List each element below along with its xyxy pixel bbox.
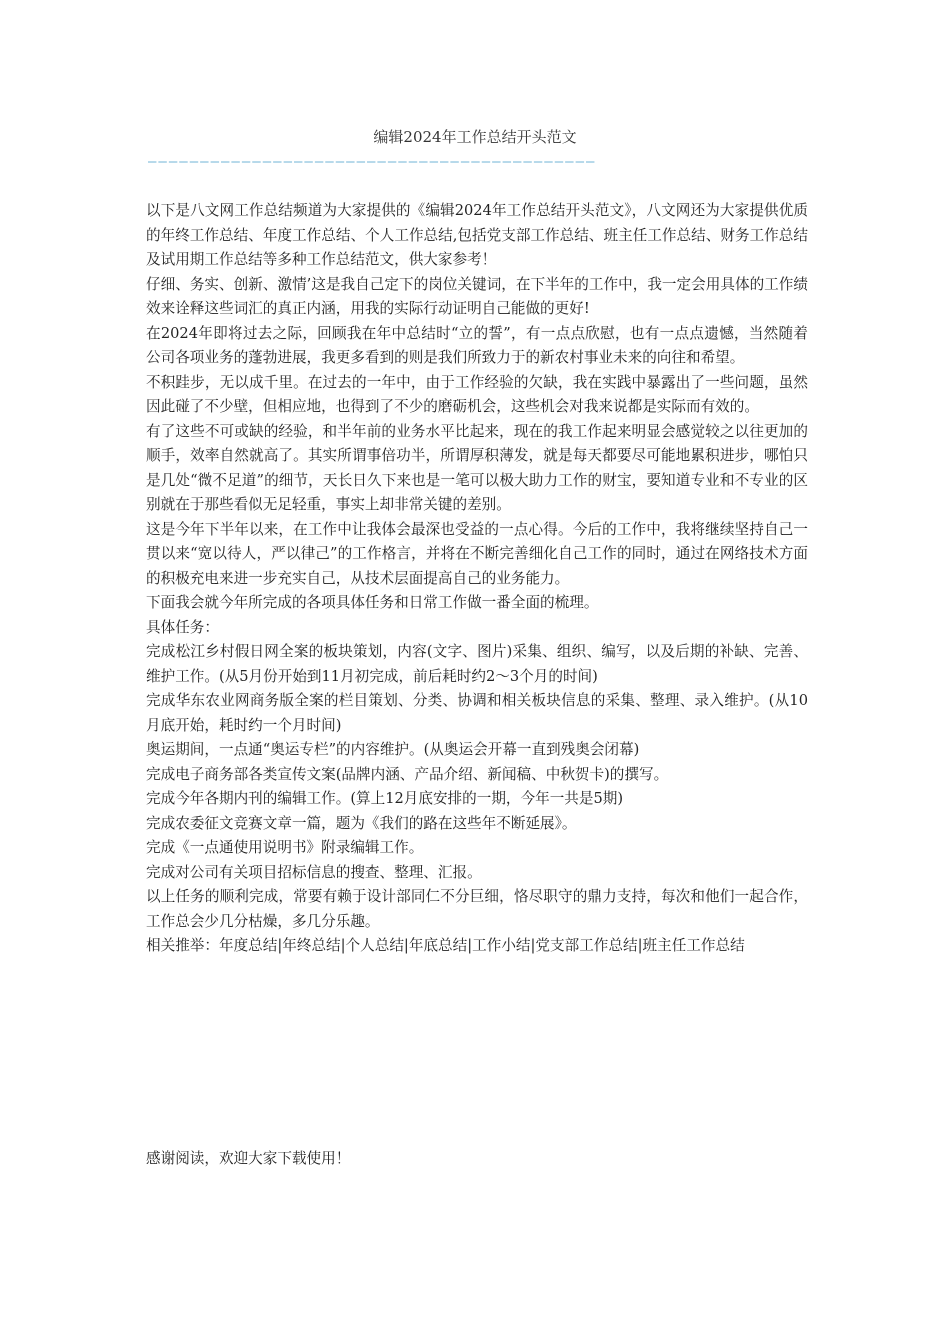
task-item: 完成华东农业网商务版全案的栏目策划、分类、协调和相关板块信息的采集、整理、录入维护。(从10月底开始，耗时约一个月时间)	[146, 692, 808, 734]
task-item: 完成松江乡村假日网全案的板块策划，内容(文字、图片)采集、组织、编写，以及后期的补缺、完善、维护工作。(从5月份开始到11月初完成，前后耗时约2～3个月的时间)	[146, 643, 808, 685]
closing-note: 感谢阅读，欢迎大家下载使用！	[146, 1150, 351, 1167]
document-body	[146, 199, 808, 959]
paragraph-thanks-team: 以上任务的顺利完成，常要有赖于设计部同仁不分巨细，恪尽职守的鼎力支持，每次和他们一起合作，工作总会少几分枯燥，多几分乐趣。	[146, 888, 808, 930]
related-links: 相关推举：年度总结|年终总结|个人总结|年底总结|工作小结|党支部工作总结|班主任工作总结	[146, 937, 745, 954]
paragraph-progress: 有了这些不可或缺的经验，和半年前的业务水平比起来，现在的我工作起来明显会感觉较之以往更加的顺手，效率自然就高了。其实所谓事倍功半，所谓厚积薄发，就是每天都要尽可能地累积进步，哪怕只是几处“微不足道”的细节，天长日久下来也是一笔可以极大助力工作的财宝，要知道专业和不专业的区别就在于那些看似无足轻重，事实上却非常关键的差别。	[146, 422, 808, 513]
paragraph-tasks-heading: 具体任务：	[146, 618, 219, 636]
task-item: 完成农委征文竞赛文章一篇，题为《我们的路在这些年不断延展》。	[146, 814, 577, 832]
task-item: 奥运期间，一点通“奥运专栏”的内容维护。(从奥运会开幕一直到残奥会闭幕)	[146, 741, 640, 758]
paragraph-summary-intro: 下面我会就今年所完成的各项具体任务和日常工作做一番全面的梳理。	[146, 594, 599, 611]
title-divider: ———————————————————————————————————————————	[148, 156, 597, 168]
paragraph-intro: 以下是八文网工作总结频道为大家提供的《编辑2024年工作总结开头范文》，八文网还为大家提供优质的年终工作总结、年度工作总结、个人工作总结,包括党支部工作总结、班主任工作总结、财务工作总结及试用期工作总结等多种工作总结范文，供大家参考！	[146, 202, 808, 268]
paragraph-keywords: 仔细、务实、创新、激情’这是我自己定下的岗位关键词，在下半年的工作中，我一定会用具体的工作绩效来诠释这些词汇的真正内涵，用我的实际行动证明自己能做的更好!	[146, 275, 808, 317]
task-item: 完成《一点通使用说明书》附录编辑工作。	[146, 839, 424, 856]
paragraph-insight: 这是今年下半年以来，在工作中让我体会最深也受益的一点心得。今后的工作中，我将继续坚持自己一贯以来“宽以待人，严以律己”的工作格言，并将在不断完善细化自己工作的同时，通过在网络技术方面的积极充电来进一步充实自己，从技术层面提高自己的业务能力。	[146, 520, 808, 587]
task-item: 完成对公司有关项目招标信息的搜查、整理、汇报。	[146, 863, 482, 881]
document-title: 编辑2024年工作总结开头范文	[373, 128, 577, 146]
paragraph-review: 在2024年即将过去之际，回顾我在年中总结时“立的誓”，有一点点欣慰，也有一点点遗憾，当然随着公司各项业务的蓬勃进展，我更多看到的则是我们所致力于的新农村事业未来的向往和希望。	[146, 324, 808, 366]
task-item: 完成今年各期内刊的编辑工作。(算上12月底安排的一期，今年一共是5期)	[146, 790, 624, 807]
task-item: 完成电子商务部各类宣传文案(品牌内涵、产品介绍、新闻稿、中秋贺卡)的撰写。	[146, 765, 669, 783]
paragraph-experience: 不积跬步，无以成千里。在过去的一年中，由于工作经验的欠缺，我在实践中暴露出了一些问题，虽然因此碰了不少壁，但相应地，也得到了不少的磨砺机会，这些机会对我来说都是实际而有效的。	[146, 373, 808, 415]
